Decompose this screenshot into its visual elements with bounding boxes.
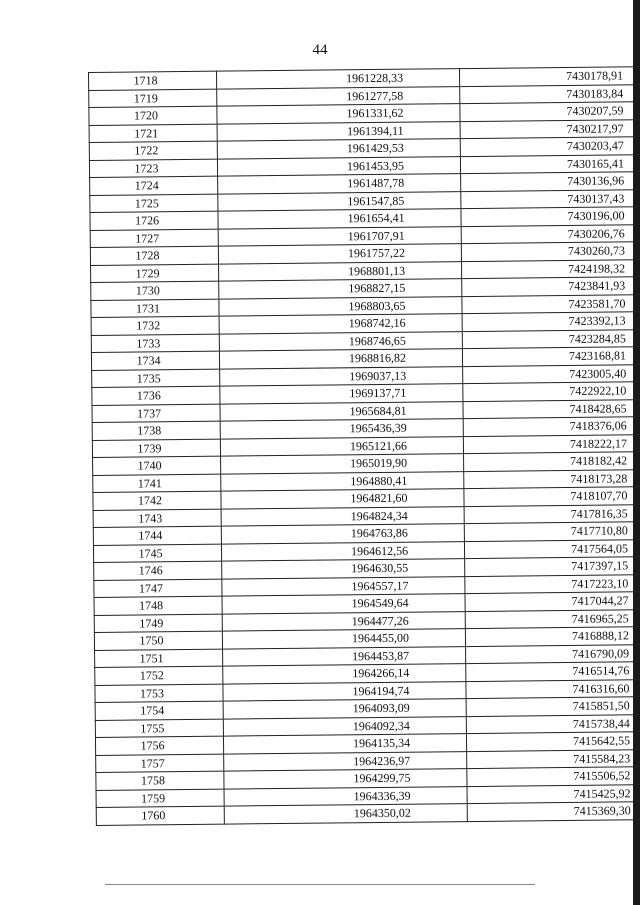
y-coordinate-cell: 7415506,52 (467, 767, 640, 786)
y-coordinate-cell: 7423392,13 (462, 312, 640, 331)
x-coordinate-cell: 1961453,95 (217, 156, 460, 176)
y-coordinate-cell: 7418182,42 (464, 452, 640, 471)
point-number-cell: 1732 (91, 316, 219, 335)
y-coordinate-cell: 7417397,15 (465, 557, 640, 576)
point-number-cell: 1758 (96, 771, 224, 790)
point-number-cell: 1740 (93, 456, 221, 475)
point-number-cell: 1726 (90, 211, 218, 230)
y-coordinate-cell: 7423005,40 (463, 364, 640, 383)
y-coordinate-cell: 7418107,70 (464, 487, 640, 506)
x-coordinate-cell: 1969137,71 (220, 384, 463, 404)
y-coordinate-cell: 7422922,10 (463, 382, 640, 401)
x-coordinate-cell: 1964299,75 (224, 769, 467, 789)
x-coordinate-cell: 1968816,82 (219, 349, 462, 369)
x-coordinate-cell: 1961331,62 (217, 104, 460, 124)
y-coordinate-cell: 7418376,06 (463, 417, 640, 436)
point-number-cell: 1748 (94, 596, 222, 615)
x-coordinate-cell: 1965684,81 (220, 401, 463, 421)
point-number-cell: 1750 (94, 631, 222, 650)
y-coordinate-cell: 7430196,00 (461, 207, 640, 226)
y-coordinate-cell: 7415584,23 (467, 749, 640, 768)
y-coordinate-cell: 7430137,43 (461, 189, 640, 208)
x-coordinate-cell: 1964093,09 (223, 699, 466, 719)
point-number-cell: 1759 (96, 789, 224, 808)
x-coordinate-cell: 1964350,02 (224, 804, 467, 824)
point-number-cell: 1730 (91, 281, 219, 300)
x-coordinate-cell: 1965121,66 (220, 436, 463, 456)
y-coordinate-cell: 7430183,84 (460, 84, 640, 103)
point-number-cell: 1757 (96, 754, 224, 773)
point-number-cell: 1734 (91, 351, 219, 370)
y-coordinate-cell: 7418428,65 (463, 399, 640, 418)
x-coordinate-cell: 1964557,17 (222, 576, 465, 596)
y-coordinate-cell: 7423284,85 (462, 329, 640, 348)
y-coordinate-cell: 7415738,44 (466, 714, 640, 733)
point-number-cell: 1746 (94, 561, 222, 580)
x-coordinate-cell: 1964336,39 (224, 786, 467, 806)
y-coordinate-cell: 7416514,76 (466, 662, 640, 681)
point-number-cell: 1755 (95, 719, 223, 738)
x-coordinate-cell: 1964549,64 (222, 594, 465, 614)
x-coordinate-cell: 1961277,58 (217, 86, 460, 106)
x-coordinate-cell: 1965019,90 (221, 454, 464, 474)
y-coordinate-cell: 7430207,59 (460, 102, 640, 121)
point-number-cell: 1737 (92, 404, 220, 423)
y-coordinate-cell: 7417044,27 (465, 592, 640, 611)
y-coordinate-cell: 7415425,92 (467, 784, 640, 803)
y-coordinate-cell: 7418222,17 (463, 434, 640, 453)
x-coordinate-cell: 1964236,97 (224, 751, 467, 771)
point-number-cell: 1751 (95, 649, 223, 668)
x-coordinate-cell: 1968746,65 (219, 331, 462, 351)
x-coordinate-cell: 1964194,74 (223, 681, 466, 701)
point-number-cell: 1760 (96, 806, 224, 825)
x-coordinate-cell: 1961394,11 (217, 121, 460, 141)
point-number-cell: 1719 (89, 89, 217, 108)
point-number-cell: 1753 (95, 684, 223, 703)
y-coordinate-cell: 7415851,50 (466, 697, 640, 716)
x-coordinate-cell: 1964821,60 (221, 489, 464, 509)
y-coordinate-cell: 7430136,96 (461, 172, 640, 191)
y-coordinate-cell: 7424198,32 (462, 259, 640, 278)
x-coordinate-cell: 1964477,26 (222, 611, 465, 631)
point-number-cell: 1736 (92, 386, 220, 405)
point-number-cell: 1754 (95, 701, 223, 720)
point-number-cell: 1743 (93, 509, 221, 528)
y-coordinate-cell: 7415642,55 (466, 732, 640, 751)
page-number: 44 (312, 42, 328, 58)
y-coordinate-cell: 7418173,28 (464, 469, 640, 488)
point-number-cell: 1739 (92, 439, 220, 458)
point-number-cell: 1745 (93, 544, 221, 563)
x-coordinate-cell: 1964266,14 (223, 664, 466, 684)
point-number-cell: 1728 (90, 246, 218, 265)
y-coordinate-cell: 7430260,73 (461, 242, 640, 261)
y-coordinate-cell: 7430203,47 (460, 137, 640, 156)
x-coordinate-cell: 1964763,86 (221, 524, 464, 544)
x-coordinate-cell: 1964455,00 (222, 629, 465, 649)
y-coordinate-cell: 7430165,41 (460, 154, 640, 173)
x-coordinate-cell: 1961487,78 (218, 174, 461, 194)
point-number-cell: 1756 (95, 736, 223, 755)
coordinates-table-wrapper (88, 67, 631, 825)
y-coordinate-cell: 7430206,76 (461, 224, 640, 243)
x-coordinate-cell: 1964453,87 (223, 646, 466, 666)
y-coordinate-cell: 7416790,09 (466, 644, 640, 663)
x-coordinate-cell: 1964824,34 (221, 506, 464, 526)
x-coordinate-cell: 1968803,65 (219, 296, 462, 316)
point-number-cell: 1724 (90, 176, 218, 195)
point-number-cell: 1721 (89, 124, 217, 143)
point-number-cell: 1727 (90, 229, 218, 248)
x-coordinate-cell: 1969037,13 (220, 366, 463, 386)
x-coordinate-cell: 1961228,33 (216, 69, 459, 89)
x-coordinate-cell: 1968801,13 (219, 261, 462, 281)
x-coordinate-cell: 1961654,41 (218, 209, 461, 229)
point-number-cell: 1738 (92, 421, 220, 440)
y-coordinate-cell: 7416316,60 (466, 679, 640, 698)
point-number-cell: 1749 (94, 614, 222, 633)
point-number-cell: 1725 (90, 194, 218, 213)
y-coordinate-cell: 7416888,12 (465, 627, 640, 646)
y-coordinate-cell: 7417564,05 (464, 539, 640, 558)
x-coordinate-cell: 1961757,22 (218, 244, 461, 264)
point-number-cell: 1747 (94, 579, 222, 598)
point-number-cell: 1720 (89, 106, 217, 125)
x-coordinate-cell: 1968827,15 (219, 279, 462, 299)
point-number-cell: 1744 (93, 526, 221, 545)
point-number-cell: 1733 (91, 334, 219, 353)
y-coordinate-cell: 7430217,97 (460, 119, 640, 138)
point-number-cell: 1718 (89, 71, 217, 90)
point-number-cell: 1729 (91, 264, 219, 283)
point-number-cell: 1752 (95, 666, 223, 685)
x-coordinate-cell: 1964630,55 (222, 559, 465, 579)
y-coordinate-cell: 7430178,91 (459, 67, 640, 86)
y-coordinate-cell: 7417223,10 (465, 574, 640, 593)
y-coordinate-cell: 7416965,25 (465, 609, 640, 628)
x-coordinate-cell: 1965436,39 (220, 419, 463, 439)
point-number-cell: 1723 (89, 159, 217, 178)
point-number-cell: 1741 (93, 474, 221, 493)
y-coordinate-cell: 7417816,35 (464, 504, 640, 523)
y-coordinate-cell: 7415369,30 (467, 802, 640, 821)
x-coordinate-cell: 1961707,91 (218, 226, 461, 246)
point-number-cell: 1742 (93, 491, 221, 510)
point-number-cell: 1722 (89, 141, 217, 160)
coordinates-table (88, 66, 640, 825)
x-coordinate-cell: 1961547,85 (218, 191, 461, 211)
point-number-cell: 1731 (91, 299, 219, 318)
x-coordinate-cell: 1961429,53 (217, 139, 460, 159)
x-coordinate-cell: 1964612,56 (221, 541, 464, 561)
y-coordinate-cell: 7423168,81 (462, 347, 640, 366)
x-coordinate-cell: 1964092,34 (223, 716, 466, 736)
y-coordinate-cell: 7423841,93 (462, 277, 640, 296)
coordinates-table-body (89, 67, 640, 825)
x-coordinate-cell: 1964880,41 (221, 471, 464, 491)
y-coordinate-cell: 7417710,80 (464, 522, 640, 541)
point-number-cell: 1735 (92, 369, 220, 388)
scan-border-bottom (105, 884, 535, 885)
x-coordinate-cell: 1968742,16 (219, 314, 462, 334)
y-coordinate-cell: 7423581,70 (462, 294, 640, 313)
x-coordinate-cell: 1964135,34 (223, 734, 466, 754)
